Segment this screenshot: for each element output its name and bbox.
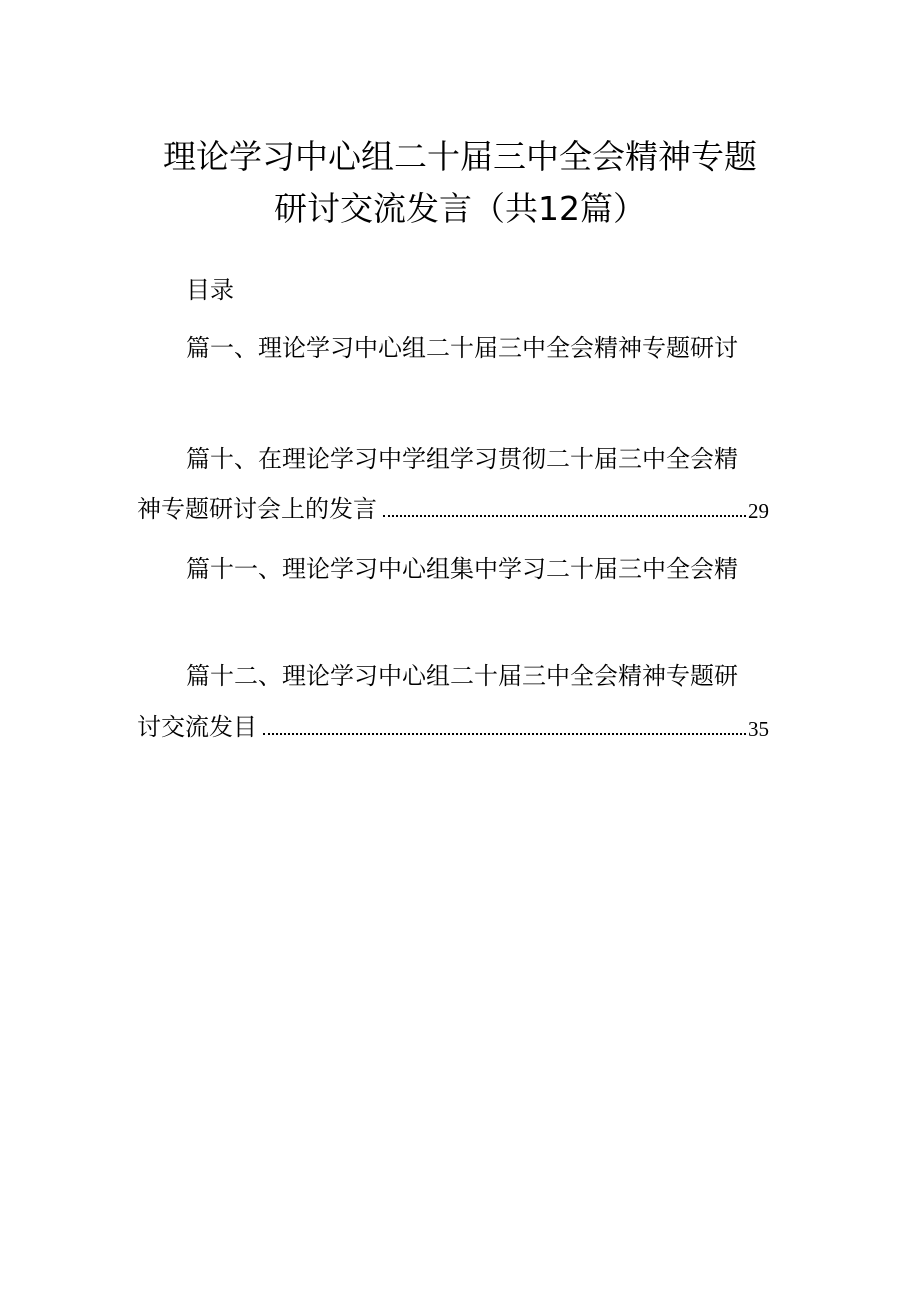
- toc-entry-2-line-2[interactable]: [137, 490, 769, 524]
- toc-entry-2-text: 神专题研讨会上的发言: [137, 495, 377, 523]
- toc-entry-2-line-1[interactable]: 篇十、在理论学习中学组学习贯彻二十届三中全会精: [186, 445, 738, 473]
- document-title-line-1: 理论学习中心组二十届三中全会精神专题: [163, 137, 757, 176]
- toc-entry-4-line-1[interactable]: 篇十二、理论学习中心组二十届三中全会精神专题研: [186, 662, 738, 690]
- toc-entry-1[interactable]: 篇一、理论学习中心组二十届三中全会精神专题研讨: [186, 334, 738, 362]
- toc-leader-dots: [263, 733, 746, 735]
- toc-heading: 目录: [186, 276, 234, 304]
- document-title-line-2: 研讨交流发言（共12篇）: [274, 189, 646, 228]
- toc-entry-4-page-number: 35: [748, 717, 769, 741]
- toc-entry-3[interactable]: 篇十一、理论学习中心组集中学习二十届三中全会精: [186, 555, 738, 583]
- toc-entry-2-page-number: 29: [748, 499, 769, 523]
- toc-entry-4-text: 讨交流发目: [137, 713, 257, 741]
- toc-entry-4-line-2[interactable]: [137, 708, 769, 742]
- toc-leader-dots: [383, 515, 746, 517]
